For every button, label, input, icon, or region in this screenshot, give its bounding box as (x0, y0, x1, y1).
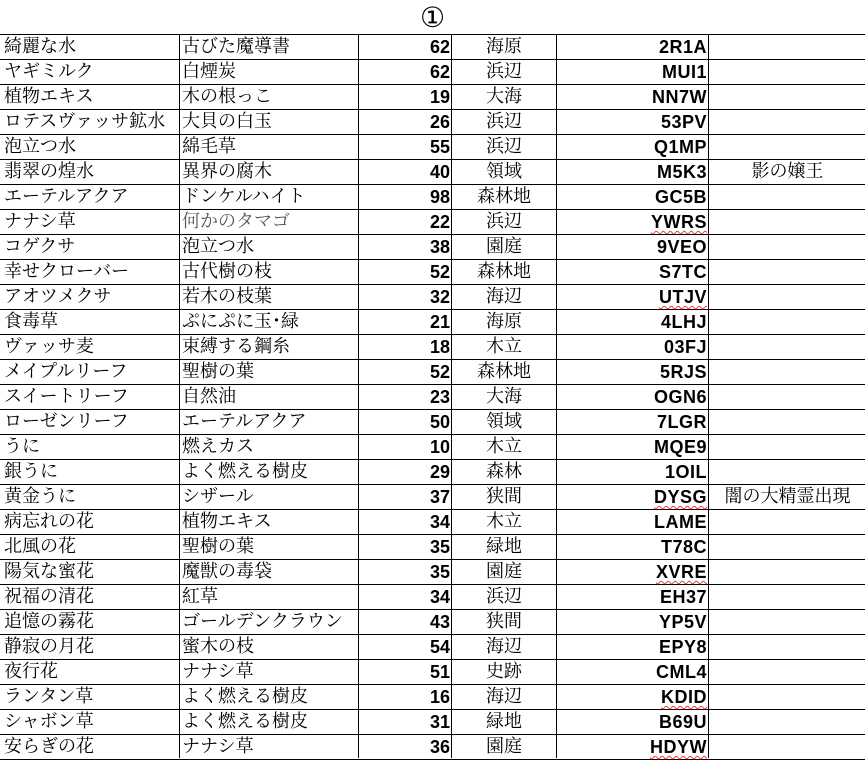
table-row (0, 335, 865, 360)
note-cell[interactable] (710, 310, 865, 334)
column-divider (556, 35, 557, 758)
code-cell[interactable]: LAME (654, 512, 707, 532)
table-row (0, 185, 865, 210)
number-cell[interactable]: 52 (429, 362, 450, 382)
item-cell[interactable]: ナナシ草 (4, 211, 76, 232)
material-cell[interactable]: 紅草 (182, 586, 218, 607)
table-row (0, 110, 865, 135)
place-cell[interactable]: 森林地 (477, 361, 531, 382)
number-cell[interactable]: 34 (429, 512, 450, 532)
material-cell[interactable]: ぷにぷに玉･緑 (182, 311, 299, 332)
place-cell[interactable]: 海辺 (486, 636, 522, 657)
place-cell[interactable]: 森林地 (477, 261, 531, 282)
code-cell[interactable]: M5K3 (656, 162, 707, 182)
place-cell[interactable]: 史跡 (486, 661, 522, 682)
material-cell[interactable]: シザール (182, 486, 254, 507)
number-cell[interactable]: 35 (429, 537, 450, 557)
material-cell[interactable]: 魔獣の毒袋 (182, 561, 272, 582)
place-cell[interactable]: 狭間 (486, 611, 522, 632)
code-cell[interactable]: YP5V (658, 612, 707, 632)
code-cell[interactable]: B69U (658, 712, 707, 732)
place-cell[interactable]: 大海 (486, 86, 522, 107)
table-row (0, 735, 865, 760)
note-cell[interactable] (710, 335, 865, 359)
number-cell[interactable]: 26 (429, 112, 450, 132)
place-cell[interactable]: 狭間 (486, 486, 522, 507)
material-cell[interactable]: 束縛する鋼糸 (182, 336, 290, 357)
table-row (0, 160, 865, 185)
item-cell[interactable]: ロテスヴァッサ鉱水 (4, 111, 166, 132)
place-cell[interactable]: 浜辺 (486, 61, 522, 82)
note-cell[interactable] (710, 35, 865, 59)
item-cell[interactable]: ヤギミルク (4, 61, 94, 82)
note-cell[interactable] (710, 660, 865, 684)
item-cell[interactable]: 静寂の月花 (4, 636, 94, 657)
item-cell[interactable]: 綺麗な水 (4, 36, 76, 57)
place-cell[interactable]: 森林地 (477, 186, 531, 207)
material-cell[interactable]: 白煙炭 (182, 61, 236, 82)
place-cell[interactable]: 海辺 (486, 686, 522, 707)
item-cell[interactable]: ヴァッサ麦 (4, 336, 94, 357)
note-cell[interactable] (710, 410, 865, 434)
code-cell[interactable]: MUI1 (661, 62, 707, 82)
table-row (0, 485, 865, 510)
item-cell[interactable]: 夜行花 (4, 661, 58, 682)
place-cell[interactable]: 緑地 (486, 536, 522, 557)
code-cell[interactable]: 2R1A (658, 37, 707, 57)
item-cell[interactable]: アオツメクサ (4, 286, 112, 307)
place-cell[interactable]: 海辺 (486, 286, 522, 307)
table-row (0, 660, 865, 685)
item-cell[interactable]: 陽気な蜜花 (4, 561, 94, 582)
material-cell[interactable]: 聖樹の葉 (182, 361, 254, 382)
material-cell[interactable]: 異界の腐木 (182, 161, 272, 182)
number-cell[interactable]: 23 (429, 387, 450, 407)
note-cell[interactable] (710, 560, 865, 584)
material-cell[interactable]: よく燃える樹皮 (182, 711, 308, 732)
title-row (0, 0, 865, 35)
place-cell[interactable]: 浜辺 (486, 211, 522, 232)
number-cell[interactable]: 32 (429, 287, 450, 307)
place-cell[interactable]: 領域 (486, 411, 522, 432)
code-cell[interactable]: 1OIL (664, 462, 707, 482)
number-cell[interactable]: 16 (429, 687, 450, 707)
material-cell[interactable]: エーテルアクア (182, 411, 307, 432)
code-cell[interactable]: 4LHJ (660, 312, 707, 332)
place-cell[interactable]: 森林 (486, 461, 522, 482)
code-cell[interactable]: Q1MP (653, 137, 707, 157)
table-row (0, 435, 865, 460)
code-cell[interactable]: XVRE (655, 562, 707, 582)
material-cell[interactable]: 綿毛草 (182, 136, 236, 157)
note-cell[interactable] (710, 710, 865, 734)
code-cell[interactable]: OGN6 (653, 387, 707, 407)
note-cell[interactable] (710, 460, 865, 484)
number-cell[interactable]: 38 (429, 237, 450, 257)
material-cell[interactable]: 大貝の白玉 (182, 111, 272, 132)
item-cell[interactable]: メイプルリーフ (4, 361, 128, 382)
item-cell[interactable]: 北風の花 (4, 536, 76, 557)
material-cell[interactable]: 若木の枝葉 (182, 286, 272, 307)
item-cell[interactable]: コゲクサ (4, 236, 76, 257)
number-cell[interactable]: 31 (429, 712, 450, 732)
table-row (0, 35, 865, 60)
place-cell[interactable]: 園庭 (486, 561, 522, 582)
place-cell[interactable]: 海原 (486, 36, 522, 57)
table-row (0, 260, 865, 285)
table-row (0, 510, 865, 535)
place-cell[interactable]: 緑地 (486, 711, 522, 732)
note-cell[interactable] (710, 360, 865, 384)
code-cell[interactable]: HDYW (650, 737, 707, 757)
note-cell[interactable] (710, 285, 865, 309)
item-cell[interactable]: ランタン草 (4, 686, 94, 707)
number-cell[interactable]: 22 (429, 212, 450, 232)
item-cell[interactable]: うに (4, 436, 40, 457)
note-cell[interactable] (710, 535, 865, 559)
table-row (0, 385, 865, 410)
material-cell[interactable]: 聖樹の葉 (182, 536, 254, 557)
material-cell[interactable]: 何かのタマゴ (182, 211, 290, 232)
column-divider (451, 35, 452, 758)
material-cell[interactable]: ドンケルハイト (182, 186, 306, 207)
place-cell[interactable]: 木立 (486, 436, 522, 457)
item-cell[interactable]: 祝福の清花 (4, 586, 94, 607)
column-divider (179, 35, 180, 758)
note-cell[interactable] (710, 210, 865, 234)
note-cell[interactable] (710, 185, 865, 209)
table-row (0, 635, 865, 660)
code-cell[interactable]: CML4 (656, 662, 707, 682)
code-cell[interactable]: T78C (660, 537, 707, 557)
item-cell[interactable]: スイートリーフ (4, 386, 129, 407)
number-cell[interactable]: 35 (429, 562, 450, 582)
material-cell[interactable]: 木の根っこ (182, 86, 272, 107)
sheet-title: ① (419, 1, 446, 34)
place-cell[interactable]: 浜辺 (486, 136, 522, 157)
code-cell[interactable]: YWRS (651, 212, 707, 232)
item-cell[interactable]: 黄金うに (4, 486, 76, 507)
item-cell[interactable]: 植物エキス (4, 86, 94, 107)
place-cell[interactable]: 浜辺 (486, 586, 522, 607)
material-cell[interactable]: 蜜木の枝 (182, 636, 254, 657)
place-cell[interactable]: 海原 (486, 311, 522, 332)
number-cell[interactable]: 54 (429, 637, 450, 657)
number-cell[interactable]: 43 (429, 612, 450, 632)
item-cell[interactable]: 幸せクローバー (4, 261, 130, 282)
number-cell[interactable]: 37 (429, 487, 450, 507)
number-cell[interactable]: 55 (429, 137, 450, 157)
number-cell[interactable]: 10 (429, 437, 450, 457)
code-cell[interactable]: EPY8 (658, 637, 707, 657)
place-cell[interactable]: 園庭 (486, 236, 522, 257)
material-cell[interactable]: 古代樹の枝 (182, 261, 272, 282)
material-cell[interactable]: 泡立つ水 (182, 236, 254, 257)
code-cell[interactable]: NN7W (652, 87, 707, 107)
table-row (0, 85, 865, 110)
number-cell[interactable]: 21 (429, 312, 450, 332)
code-cell[interactable]: KDID (661, 687, 707, 707)
note-cell[interactable] (710, 510, 865, 534)
code-cell[interactable]: 9VEO (656, 237, 707, 257)
code-cell[interactable]: 7LGR (656, 412, 707, 432)
number-cell[interactable]: 34 (429, 587, 450, 607)
number-cell[interactable]: 19 (429, 87, 450, 107)
item-cell[interactable]: 銀うに (4, 461, 58, 482)
number-cell[interactable]: 18 (429, 337, 450, 357)
column-divider (358, 35, 359, 758)
number-cell[interactable]: 52 (429, 262, 450, 282)
material-cell[interactable]: ナナシ草 (182, 736, 254, 757)
table-row (0, 685, 865, 710)
column-divider (708, 35, 709, 758)
item-cell[interactable]: シャボン草 (4, 711, 94, 732)
item-cell[interactable]: 翡翠の煌水 (4, 161, 94, 182)
code-cell[interactable]: 5RJS (659, 362, 707, 382)
material-cell[interactable]: 植物エキス (182, 511, 272, 532)
note-cell[interactable] (710, 85, 865, 109)
material-cell[interactable]: よく燃える樹皮 (182, 686, 308, 707)
code-cell[interactable]: 53PV (660, 112, 707, 132)
table-row (0, 710, 865, 735)
note-cell[interactable] (710, 110, 865, 134)
material-cell[interactable]: 古びた魔導書 (182, 36, 290, 57)
table-row (0, 360, 865, 385)
place-cell[interactable]: 領域 (486, 161, 522, 182)
number-cell[interactable]: 98 (429, 187, 450, 207)
note-cell[interactable]: 闇の大精霊出現 (724, 486, 851, 507)
item-cell[interactable]: 追憶の霧花 (4, 611, 94, 632)
table-row (0, 410, 865, 435)
number-cell[interactable]: 40 (429, 162, 450, 182)
note-cell[interactable] (710, 235, 865, 259)
number-cell[interactable]: 36 (429, 737, 450, 757)
item-cell[interactable]: 安らぎの花 (4, 736, 94, 757)
material-cell[interactable]: 自然油 (182, 386, 236, 407)
item-cell[interactable]: エーテルアクア (4, 186, 129, 207)
code-cell[interactable]: 03FJ (663, 337, 707, 357)
code-cell[interactable]: DYSG (653, 487, 707, 507)
table-row (0, 610, 865, 635)
table-row (0, 585, 865, 610)
number-cell[interactable]: 62 (429, 62, 450, 82)
note-cell[interactable] (710, 685, 865, 709)
note-cell[interactable] (710, 735, 865, 759)
code-cell[interactable]: MQE9 (653, 437, 707, 457)
table-row (0, 310, 865, 335)
material-cell[interactable]: 燃えカス (182, 436, 254, 457)
table-row (0, 210, 865, 235)
number-cell[interactable]: 62 (429, 37, 450, 57)
item-cell[interactable]: 病忘れの花 (4, 511, 94, 532)
item-cell[interactable]: 食毒草 (4, 311, 58, 332)
note-cell[interactable] (710, 385, 865, 409)
code-cell[interactable]: UTJV (658, 287, 707, 307)
material-cell[interactable]: ゴールデンクラウン (182, 611, 343, 632)
note-cell[interactable] (710, 635, 865, 659)
table-row (0, 535, 865, 560)
table-row (0, 235, 865, 260)
place-cell[interactable]: 木立 (486, 511, 522, 532)
note-cell[interactable] (710, 260, 865, 284)
item-cell[interactable]: ローゼンリーフ (4, 411, 129, 432)
place-cell[interactable]: 大海 (486, 386, 522, 407)
code-cell[interactable]: S7TC (658, 262, 707, 282)
number-cell[interactable]: 51 (429, 662, 450, 682)
table-row (0, 285, 865, 310)
note-cell[interactable] (710, 135, 865, 159)
note-cell[interactable] (710, 60, 865, 84)
table-row (0, 135, 865, 160)
code-cell[interactable]: GC5B (654, 187, 707, 207)
number-cell[interactable]: 50 (429, 412, 450, 432)
place-cell[interactable]: 浜辺 (486, 111, 522, 132)
note-cell[interactable] (710, 435, 865, 459)
number-cell[interactable]: 29 (429, 462, 450, 482)
code-cell[interactable]: EH37 (659, 587, 707, 607)
material-cell[interactable]: ナナシ草 (182, 661, 254, 682)
table-row (0, 60, 865, 85)
note-cell[interactable] (710, 610, 865, 634)
note-cell[interactable] (710, 585, 865, 609)
place-cell[interactable]: 園庭 (486, 736, 522, 757)
item-cell[interactable]: 泡立つ水 (4, 136, 76, 157)
table-row (0, 460, 865, 485)
note-cell[interactable]: 影の嬢王 (751, 161, 824, 182)
place-cell[interactable]: 木立 (486, 336, 522, 357)
table-row (0, 560, 865, 585)
material-cell[interactable]: よく燃える樹皮 (182, 461, 308, 482)
